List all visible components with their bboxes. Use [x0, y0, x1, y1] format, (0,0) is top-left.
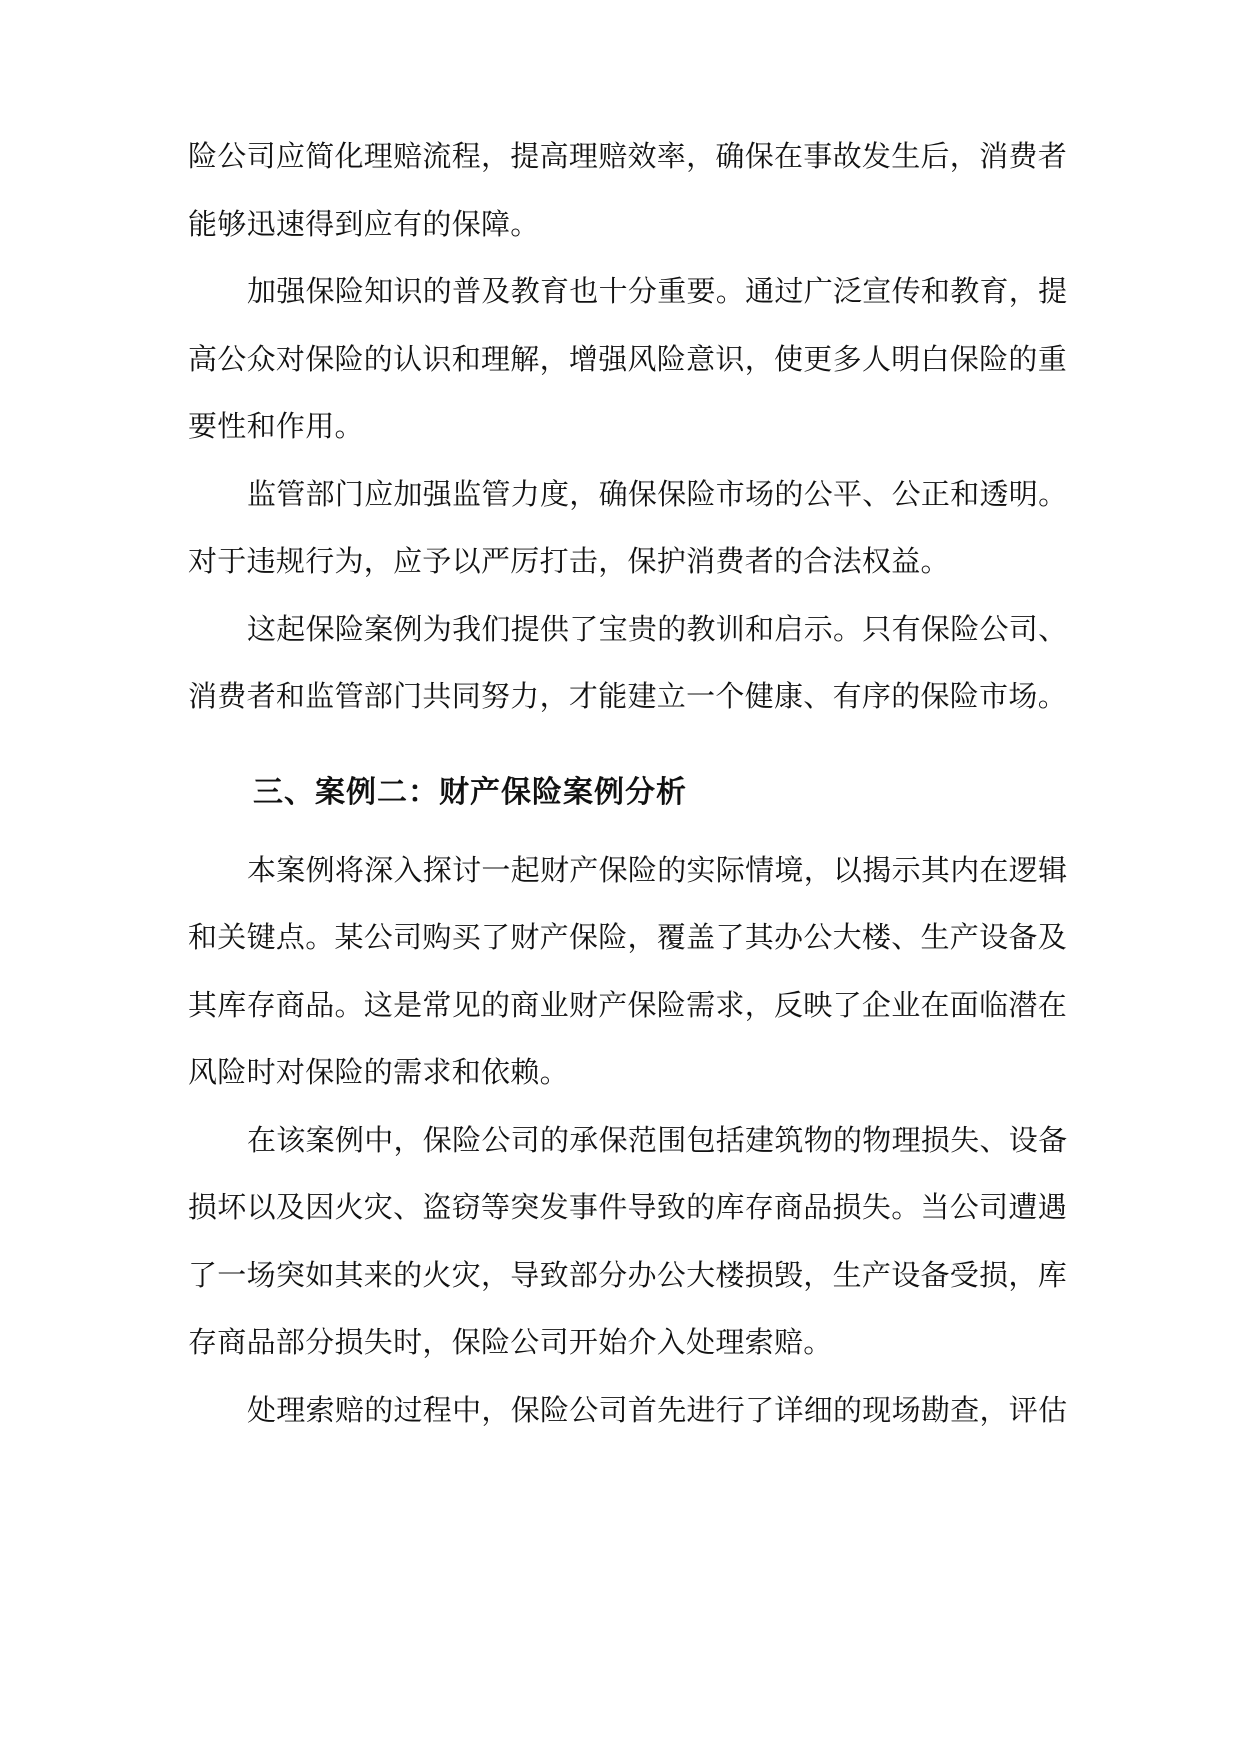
section-paragraph-3-line-1: 处理索赔的过程中，保险公司首先进行了详细的现场勘查，评估: [247, 1393, 1068, 1427]
section-paragraph-2-line-1: 在该案例中，保险公司的承保范围包括建筑物的物理损失、设备: [247, 1123, 1068, 1157]
paragraph-2-line-1: 加强保险知识的普及教育也十分重要。通过广泛宣传和教育，提: [247, 274, 1068, 308]
section-paragraph-2-line-2: 损坏以及因火灾、盗窃等突发事件导致的库存商品损失。当公司遭遇: [188, 1190, 1068, 1224]
paragraph-4-line-2: 消费者和监管部门共同努力，才能建立一个健康、有序的保险市场。: [188, 679, 1068, 713]
section-paragraph-1-line-1: 本案例将深入探讨一起财产保险的实际情境，以揭示其内在逻辑: [247, 853, 1068, 887]
paragraph-1-line-1: 险公司应简化理赔流程，提高理赔效率，确保在事故发生后，消费者: [188, 139, 1068, 173]
paragraph-3-line-1: 监管部门应加强监管力度，确保保险市场的公平、公正和透明。: [247, 477, 1068, 511]
paragraph-3-line-2: 对于违规行为，应予以严厉打击，保护消费者的合法权益。: [188, 544, 950, 578]
section-paragraph-2-line-4: 存商品部分损失时，保险公司开始介入处理索赔。: [188, 1325, 833, 1359]
paragraph-2-line-2: 高公众对保险的认识和理解，增强风险意识，使更多人明白保险的重: [188, 342, 1068, 376]
paragraph-1-line-2: 能够迅速得到应有的保障。: [188, 207, 540, 241]
paragraph-2-line-3: 要性和作用。: [188, 409, 364, 443]
section-heading: 三、案例二：财产保险案例分析: [253, 775, 687, 810]
section-paragraph-2-line-3: 了一场突如其来的火灾，导致部分办公大楼损毁，生产设备受损，库: [188, 1258, 1068, 1292]
section-paragraph-1-line-3: 其库存商品。这是常见的商业财产保险需求，反映了企业在面临潜在: [188, 988, 1068, 1022]
paragraph-4-line-1: 这起保险案例为我们提供了宝贵的教训和启示。只有保险公司、: [247, 612, 1068, 646]
section-paragraph-1-line-2: 和关键点。某公司购买了财产保险，覆盖了其办公大楼、生产设备及: [188, 920, 1068, 954]
section-paragraph-1-line-4: 风险时对保险的需求和依赖。: [188, 1055, 569, 1089]
